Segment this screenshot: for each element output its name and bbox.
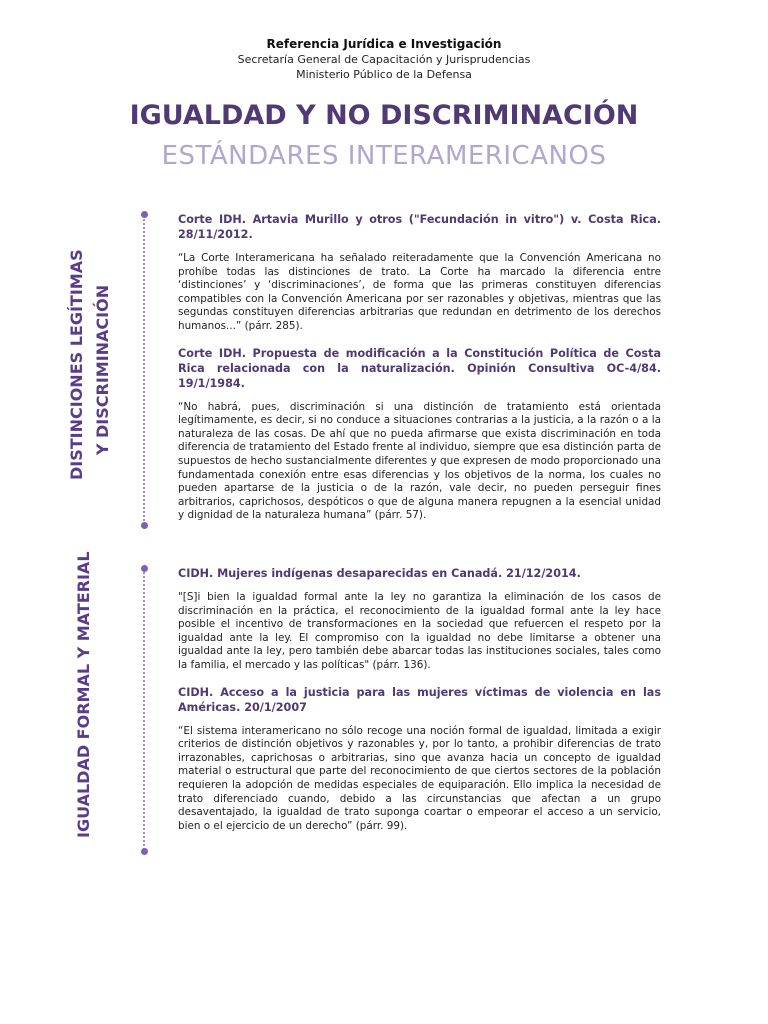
section-1-content <box>178 212 661 535</box>
case-quote: “La Corte Interamericana ha señalado reiteradamente que la Convención Americana no prohíbe todas las distinciones de trato. La Corte ha marcado la diferencia entre ‘distinciones’ y ‘discriminaciones’, de forma que las primeras constituyen diferencias compatibles con la Convención Americana por ser razonables y objetivas, mientras que las segundas constituyen diferencias arbitrarias que redundan en detrimento de los derechos humanos...” (párr. 285). <box>178 252 661 332</box>
section-1-side-label <box>64 249 124 480</box>
case-title: CIDH. Mujeres indígenas desaparecidas en Canadá. 21/12/2014. <box>178 567 581 580</box>
section-1-label-line-1: DISTINCIONES LEGÍTIMAS <box>67 249 86 480</box>
section-1-line <box>143 215 145 525</box>
section-2-label-line-1: IGUALDAD FORMAL Y MATERIAL <box>74 551 93 838</box>
section-2-side-label <box>70 551 98 838</box>
section-2-content <box>178 566 661 845</box>
section-1-bottom-dot <box>141 522 148 529</box>
header-line-1: Referencia Jurídica e Investigación <box>266 37 502 51</box>
case-quote: “No habrá, pues, discriminación si una distinción de tratamiento está orientada legítimamente, es decir, si no conduce a situaciones contrarias a la justicia, a la razón o a la naturaleza de las cosas. De ahí que no pueda afirmarse que exista discriminación en toda diferencia de tratamiento del Estado frente al individuo, siempre que esa distinción parta de supuestos de hecho sustancialmente diferentes y que expresen de modo proporcionado una fundamentada conexión entre esas diferencias y los objetivos de la norma, los cuales no pueden apartarse de la justicia o de la razón, vale decir, no pueden perseguir fines arbitrarios, caprichosos, despóticos o que de alguna manera repugnen a la esencial unidad y dignidad de la naturaleza humana” (párr. 57). <box>178 400 661 522</box>
page-title: IGUALDAD Y NO DISCRIMINACIÓN <box>129 100 639 131</box>
case-quote: "[S]i bien la igualdad formal ante la ley no garantiza la eliminación de los casos de discriminación en la práctica, el reconocimiento de la igualdad formal ante la ley hace posible el incentivo de transformaciones en la sociedad que refuercen el respeto por la igualdad ante la ley. El compromiso con la igualdad no debe limitarse a obtener una igualdad ante la ley, pero también debe abarcar todas las instituciones sociales, tales como la familia, el mercado y las políticas" (párr. 136). <box>178 591 661 671</box>
case-title: Corte IDH. Artavia Murillo y otros ("Fecundación in vitro") v. Costa Rica. 28/11/2012. <box>178 213 661 241</box>
section-2-top-dot <box>141 565 148 572</box>
case-title: CIDH. Acceso a la justicia para las mujeres víctimas de violencia en las Américas. 20/1/2007 <box>178 685 661 714</box>
case-title: Corte IDH. Propuesta de modificación a la Constitución Política de Costa Rica relacionada con la naturalización. Opinión Consultiva OC-4/84. 19/1/1984. <box>178 346 661 390</box>
section-2-bottom-dot <box>141 848 148 855</box>
section-2-line <box>143 568 145 850</box>
case-quote: “El sistema interamericano no sólo recoge una noción formal de igualdad, limitada a exigir criterios de distinción objetivos y razonables y, por lo tanto, a prohibir diferencias de trato irrazonables, caprichosas o arbitrarias, sino que avanza hacia un concepto de igualdad material o estructural que parte del reconocimiento de que ciertos sectores de la población requieren la adopción de medidas especiales de equiparación. Ello implica la necesidad de trato diferenciado cuando, debido a las circunstancias que afectan a un grupo desaventajado, la igualdad de trato suponga coartar o empeorar el acceso a un servicio, bien o el ejercicio de un derecho” (párr. 99). <box>178 724 661 832</box>
section-1-label-line-2: Y DISCRIMINACIÓN <box>93 284 112 456</box>
header-line-3: Ministerio Público de la Defensa <box>296 68 472 81</box>
section-1-top-dot <box>141 211 148 218</box>
document-header <box>0 36 768 82</box>
page-subtitle: ESTÁNDARES INTERAMERICANOS <box>161 141 607 171</box>
header-line-2: Secretaría General de Capacitación y Jurisprudencias <box>237 53 531 66</box>
